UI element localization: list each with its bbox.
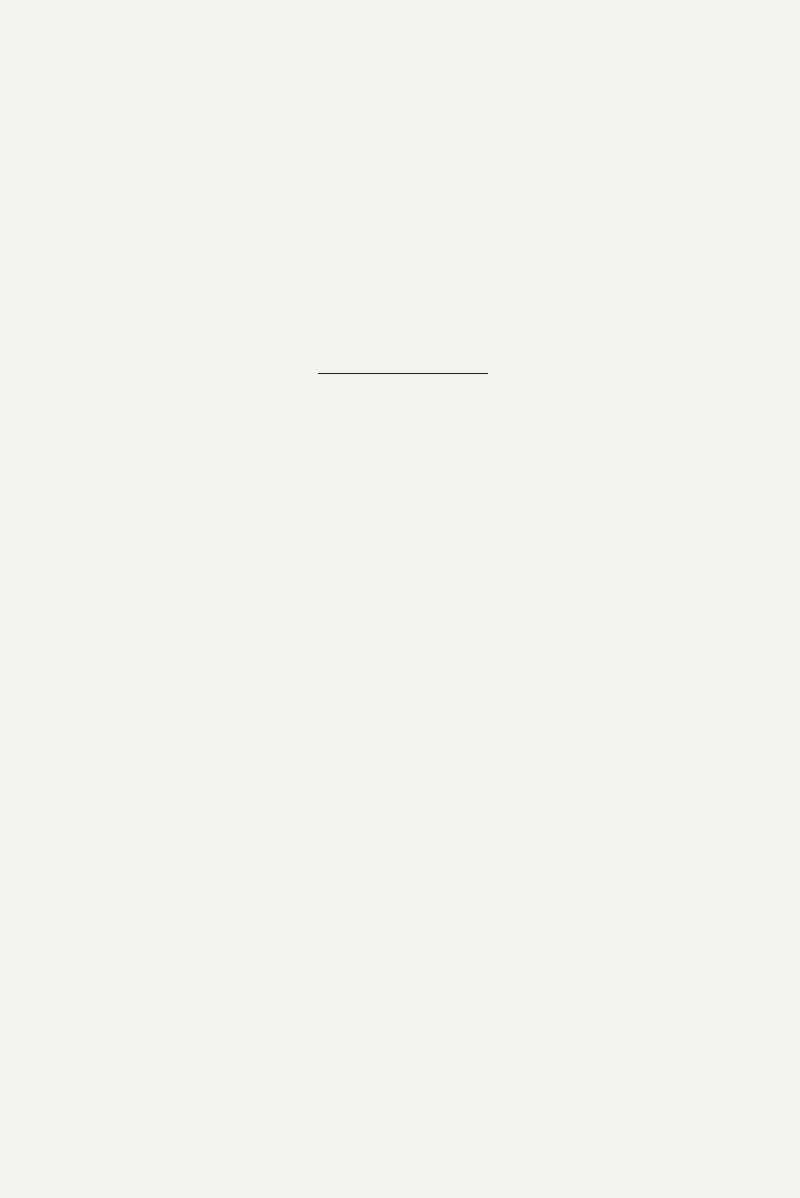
section-divider [318,373,488,374]
